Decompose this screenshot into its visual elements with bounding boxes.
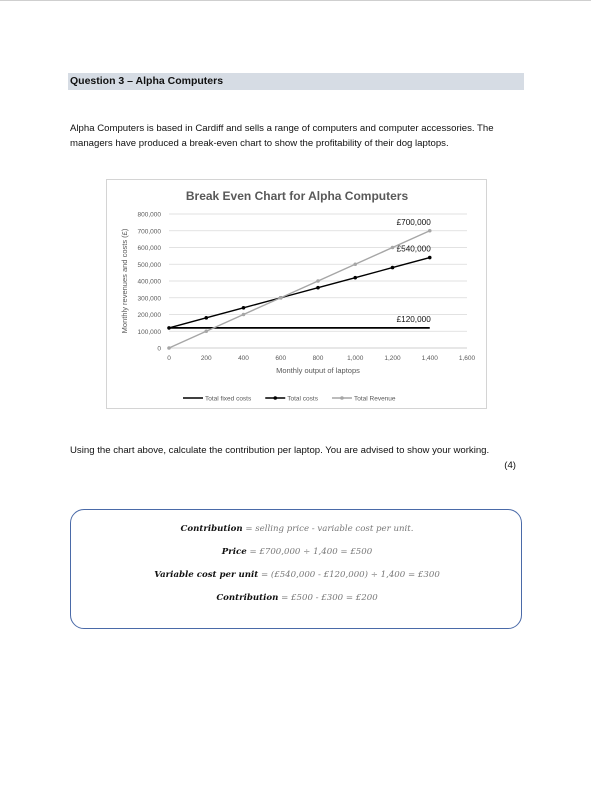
annotation-label: £700,000 [396,217,431,227]
y-tick-label: 0 [157,345,161,353]
answer-value: = (£540,000 - £120,000) ÷ 1,400 = £300 [258,570,440,580]
question-intro-text: Alpha Computers is based in Cardiff and sells a range of computers and computer accessories. The managers have produced a break-even chart to show the profitability of their dog laptops. [70,123,494,149]
annotation-label: £540,000 [396,244,431,254]
x-tick-label: 600 [275,355,287,362]
data-point-total-revenue [167,346,171,350]
x-tick-label: 1,400 [421,355,438,362]
data-point-total-revenue [242,313,246,317]
y-tick-label: 100,000 [137,328,161,336]
data-point-total-revenue [204,329,208,333]
legend-label: Total Revenue [353,395,396,403]
y-axis-title: Monthly revenues and costs (£) [120,228,129,334]
series-line-total-costs [169,258,430,328]
data-point-total-costs [242,306,246,310]
x-tick-label: 800 [312,355,324,362]
x-axis-title: Monthly output of laptops [276,366,360,375]
data-point-total-revenue [353,262,357,266]
answer-value: = £500 - £300 = £200 [278,593,378,603]
question-marks: (4) [504,460,516,471]
annotation-label: £120,000 [396,314,431,324]
data-point-total-costs [167,326,171,330]
x-tick-label: 200 [200,355,212,362]
answer-line-contribution-result [71,593,523,603]
answer-value: = selling price - variable cost per unit. [242,524,414,534]
data-point-total-revenue [316,279,320,283]
page-top-border [0,0,591,1]
break-even-chart [106,179,487,409]
x-tick-label: 1,000 [347,355,364,362]
data-point-total-costs [428,256,432,260]
data-point-total-costs [391,266,395,270]
chart-title: Break Even Chart for Alpha Computers [185,189,409,203]
data-point-total-revenue [428,229,432,233]
legend-label: Total fixed costs [205,395,252,403]
y-tick-label: 200,000 [137,312,161,319]
answer-key: Contribution [180,524,243,534]
y-tick-label: 800,000 [137,211,161,219]
question-prompt: Using the chart above, calculate the contribution per laptop. You are advised to show your working. [70,445,490,456]
legend-marker-total-costs [273,396,277,400]
data-point-total-revenue [391,246,395,250]
series-line-total-revenue [169,231,430,348]
answer-line-price [71,547,523,557]
legend-marker-total-revenue [340,396,344,400]
y-tick-label: 600,000 [137,245,161,252]
data-point-total-costs [316,286,320,290]
x-tick-label: 400 [238,355,249,362]
x-tick-label: 0 [167,355,171,362]
y-tick-label: 700,000 [137,228,161,236]
y-tick-label: 400,000 [137,278,161,286]
legend-label: Total costs [287,395,318,403]
x-tick-label: 1,600 [458,355,476,362]
answer-value: = £700,000 ÷ 1,400 = £500 [246,547,373,557]
answer-key: Price [221,547,247,557]
x-tick-label: 1,200 [384,355,401,362]
answer-line-contribution-formula [71,524,523,534]
answer-key: Contribution [216,593,279,603]
answer-line-variable-cost [71,570,523,580]
answer-box [70,509,522,629]
data-point-total-costs [204,316,208,320]
data-point-total-costs [353,276,357,280]
answer-key: Variable cost per unit [154,570,259,580]
y-tick-label: 500,000 [137,261,161,269]
data-point-total-revenue [279,296,283,300]
question-title: Question 3 – Alpha Computers [68,73,524,90]
chart-svg [107,180,488,410]
y-tick-label: 300,000 [137,295,161,303]
